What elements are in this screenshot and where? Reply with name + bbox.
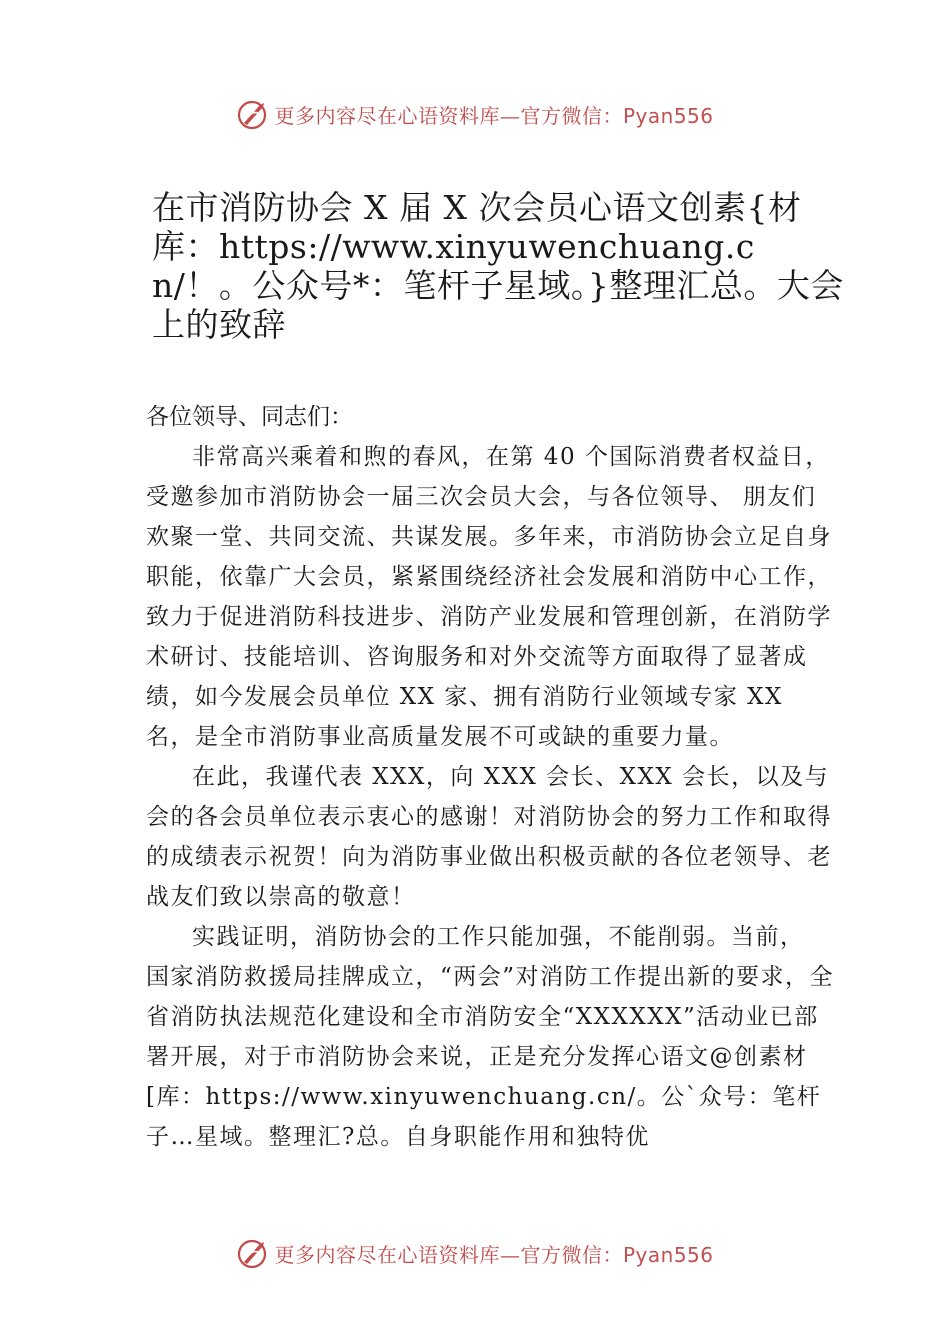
watermark-banner-bottom — [0, 1233, 950, 1273]
watermark-text: 更多内容尽在心语资料库—官方微信： — [274, 103, 623, 128]
watermark-text: 更多内容尽在心语资料库—官方微信： — [274, 1242, 623, 1267]
pen-logo-icon — [236, 1236, 270, 1270]
watermark-wechat-id: Pyan556 — [622, 103, 714, 128]
document-body — [146, 397, 836, 1157]
watermark-banner-top — [0, 94, 950, 134]
paragraph-3: 实践证明，消防协会的工作只能加强，不能削弱。当前， 国家消防救援局挂牌成立，“两会”对消防工作提出新的要求，全省消防执法规范化建设和全市消防安全“XXXXXX”活动业已部署开展，对于市消防协会来说，正是充分发挥心语文@创素材[库：https://www.xinyuwenchuang.cn/。公`众号：笔杆子…星域。整理汇?总。自身职能作用和独特优 — [146, 924, 835, 1150]
watermark-wechat-id: Pyan556 — [622, 1242, 714, 1267]
salutation: 各位领导、同志们： — [146, 404, 353, 430]
pen-logo-icon — [236, 97, 270, 131]
paragraph-1: 非常高兴乘着和煦的春风，在第 40 个国际消费者权益日，受邀参加市消防协会一届三次会员大会，与各位领导、 朋友们欢聚一堂、共同交流、共谋发展。多年来，市消防协会立足自身职能，依靠广大会员，紧紧围绕经济社会发展和消防中心工作，致力于促进消防科技进步、消防产业发展和管理创新，在消防学术研讨、技能培训、咨询服务和对外交流等方面取得了显著成绩，如今发展会员单位 XX 家、拥有消防行业领域专家 XX 名，是全市消防事业高质量发展不可或缺的重要力量。 — [146, 444, 832, 750]
paragraph-2: 在此，我谨代表 XXX，向 XXX 会长、XXX 会长，以及与会的各会员单位表示衷心的感谢！对消防协会的努力工作和取得的成绩表示祝贺！向为消防事业做出积极贡献的各位老领导、老战友们致以崇高的敬意！ — [146, 764, 832, 910]
document-title: 在市消防协会 X 届 X 次会员心语文创素{材库：https://www.xinyuwenchuang.cn/！。公众号*：笔杆子星域。}整理汇总。大会上的致辞 — [152, 188, 844, 344]
